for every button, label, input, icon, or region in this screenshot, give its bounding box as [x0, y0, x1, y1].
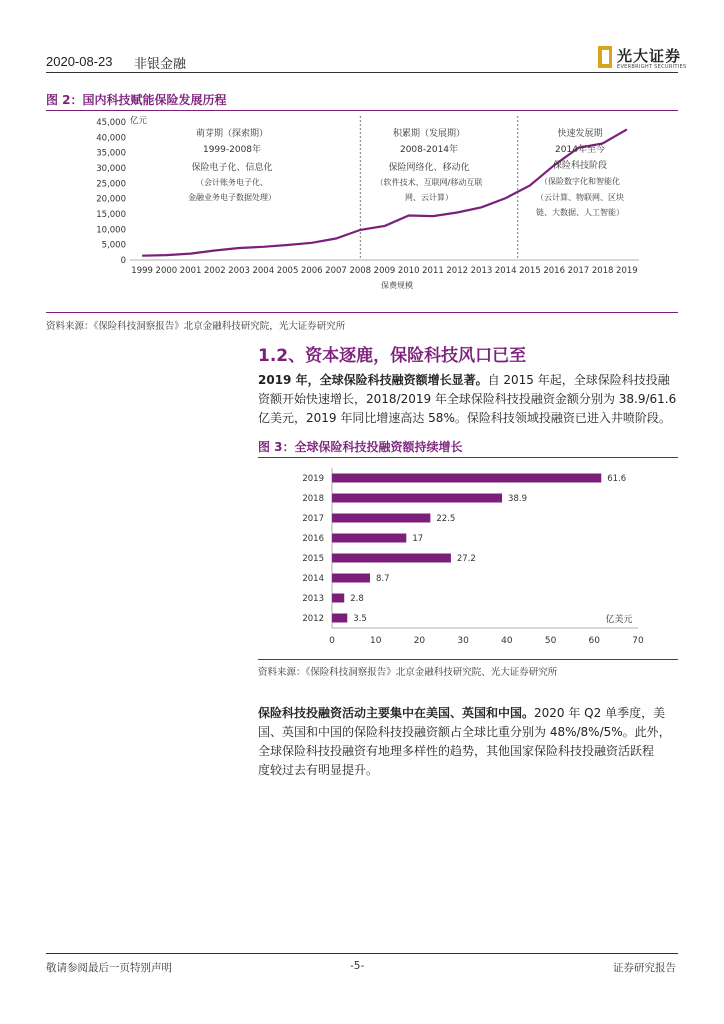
phase3-note2: （云计算、物联网、区块 — [536, 193, 624, 202]
section-paragraph-1 — [258, 371, 678, 428]
bar-2014 — [332, 574, 370, 583]
paragraph2-line1: 2020 年 Q2 单季度，美 — [534, 706, 666, 720]
category-label: 2013 — [302, 594, 324, 604]
paragraph2-line4: 度较过去有明显提升。 — [258, 763, 379, 777]
x-tick-label: 2016 — [543, 266, 565, 276]
x-tick-label: 2007 — [325, 266, 347, 276]
x-tick-label: 2000 — [155, 266, 178, 276]
figure2-x-label: 保费规模 — [381, 281, 413, 290]
figure3-unit: 亿美元 — [605, 615, 633, 625]
category-label: 2018 — [302, 494, 324, 504]
figure3-title: 图 3：全球保险科技投融资额持续增长 — [258, 440, 463, 454]
x-tick-label: 2004 — [252, 266, 275, 276]
bar-2016 — [332, 534, 406, 543]
figure3-bar-chart — [258, 462, 678, 652]
x-tick-label: 2006 — [300, 266, 323, 276]
phase3-note3: 链、大数据、人工智能） — [536, 208, 624, 217]
figure2-line-chart — [46, 112, 678, 302]
x-tick-label: 2011 — [422, 266, 444, 276]
category-label: 2019 — [302, 474, 324, 484]
x-tick-label: 10 — [369, 636, 382, 646]
value-label: 3.5 — [353, 614, 367, 624]
category-label: 2014 — [302, 574, 324, 584]
value-label: 61.6 — [607, 474, 627, 484]
report-category: 非银金融 — [134, 57, 187, 72]
paragraph2-line3: 全球保险科技投融资有地理多样性的趋势，其他国家保险科技投融资活跃程 — [258, 744, 655, 758]
paragraph1-line3: 亿美元，2019 年同比增速高达 58%。保险科技领域投融资已进入井喷阶段。 — [258, 411, 671, 425]
y-tick-label: 35,000 — [96, 148, 126, 159]
bar-2013 — [332, 594, 344, 603]
figure3-bottom-rule — [258, 659, 678, 660]
y-tick-label: 10,000 — [96, 225, 126, 236]
phase1-desc: 保险电子化、信息化 — [191, 163, 273, 173]
phase1-name: 萌芽期（探索期） — [195, 129, 269, 139]
value-label: 22.5 — [436, 514, 456, 524]
category-label: 2016 — [302, 534, 324, 544]
figure2-title: 图 2：国内科技赋能保险发展历程 — [46, 93, 227, 107]
header-divider — [46, 72, 678, 73]
x-tick-label: 0 — [329, 636, 335, 646]
logo-name-en: EVERBRIGHT SECURITIES — [617, 64, 687, 70]
x-tick-label: 2018 — [591, 266, 614, 276]
figure2-title-rule — [46, 110, 678, 111]
x-tick-label: 2014 — [494, 266, 517, 276]
x-tick-label: 2005 — [276, 266, 299, 276]
figure3-source: 资料来源：《保险科技洞察报告》北京金融科技研究院、光大证券研究所 — [258, 667, 558, 678]
phase3-note1: （保险数字化和智能化 — [540, 177, 620, 186]
x-tick-label: 2012 — [446, 266, 469, 276]
paragraph1-line2: 资额开始快速增长，2018/2019 年全球保险科技投融资金额分别为 38.9/61.6 — [258, 392, 677, 406]
y-tick-label: 15,000 — [96, 210, 126, 220]
value-label: 2.8 — [350, 594, 364, 604]
x-tick-label: 70 — [632, 636, 644, 646]
x-tick-label: 2017 — [567, 266, 590, 276]
x-tick-label: 1999 — [131, 266, 153, 276]
logo-mark-icon — [598, 46, 612, 68]
y-tick-label: 20,000 — [96, 194, 126, 205]
figure2-y-unit: 亿元 — [130, 116, 148, 126]
x-tick-label: 2002 — [204, 266, 226, 276]
bar-2015 — [332, 554, 451, 563]
y-tick-label: 30,000 — [96, 164, 126, 174]
x-tick-label: 2008 — [349, 266, 372, 276]
x-tick-label: 30 — [457, 636, 469, 646]
paragraph2-line2: 国、英国和中国的保险科技投融资额占全球比重分别为 48%/8%/5%。此外， — [258, 725, 671, 739]
phase3-years: 2014年至今 — [555, 145, 605, 155]
paragraph1-lead: 2019 年，全球保险科技融资额增长显著。 — [258, 373, 488, 387]
company-logo — [598, 46, 687, 72]
phase2-desc: 保险网络化、移动化 — [388, 163, 470, 173]
value-label: 27.2 — [456, 554, 476, 564]
logo-name: 光大证券 — [617, 47, 682, 65]
paragraph2-lead: 保险科技投融资活动主要集中在美国、英国和中国。 — [258, 706, 535, 720]
section-paragraph-2 — [258, 704, 678, 780]
phase2-name: 积累期（发展期） — [392, 129, 466, 139]
category-label: 2015 — [302, 554, 324, 564]
y-tick-label: 40,000 — [96, 133, 126, 144]
y-tick-label: 0 — [120, 256, 126, 266]
phase3-name: 快速发展期 — [557, 129, 603, 139]
value-label: 8.7 — [376, 574, 390, 584]
x-tick-label: 2009 — [373, 266, 396, 276]
value-label: 38.9 — [508, 494, 527, 504]
x-tick-label: 2010 — [397, 266, 420, 276]
phase1-note2: 金融业务电子数据处理） — [188, 193, 276, 202]
footer-disclaimer: 敬请参阅最后一页特别声明 — [46, 962, 172, 974]
y-tick-label: 5,000 — [101, 240, 126, 251]
phase3-desc: 保险科技阶段 — [552, 161, 608, 171]
x-tick-label: 50 — [544, 636, 557, 646]
x-tick-label: 2013 — [470, 266, 493, 276]
figure2-source: 资料来源：《保险科技洞察报告》北京金融科技研究院，光大证券研究所 — [46, 321, 346, 332]
paragraph1-line1: 自 2015 年起，全球保险科技投融 — [487, 373, 670, 387]
phase1-note1: （会计账务电子化、 — [196, 178, 268, 187]
bar-2012 — [332, 614, 347, 623]
phase2-note2: 网、云计算） — [405, 193, 453, 202]
value-label: 17 — [412, 534, 424, 544]
bar-2017 — [332, 514, 430, 523]
y-tick-label: 45,000 — [96, 118, 126, 128]
category-label: 2012 — [302, 614, 324, 624]
phase2-years: 2008-2014年 — [399, 145, 459, 155]
footer-divider — [46, 953, 678, 954]
y-tick-label: 25,000 — [96, 179, 126, 190]
figure2-bottom-rule — [46, 312, 678, 313]
x-tick-label: 20 — [413, 636, 426, 646]
phase2-note1: （软件技术、互联网/移动互联 — [375, 178, 483, 187]
footer-page-number: -5- — [350, 960, 365, 972]
footer-report-type: 证券研究报告 — [613, 962, 676, 974]
section-title: 1.2、资本逐鹿，保险科技风口已至 — [258, 346, 527, 366]
bar-2019 — [332, 474, 601, 483]
report-date: 2020-08-23 — [46, 54, 113, 69]
x-tick-label: 40 — [501, 636, 513, 646]
x-tick-label: 2003 — [228, 266, 250, 276]
x-tick-label: 2019 — [616, 266, 638, 276]
x-tick-label: 60 — [588, 636, 601, 646]
bar-2018 — [332, 494, 502, 503]
category-label: 2017 — [302, 514, 324, 524]
figure3-title-rule — [258, 457, 678, 458]
phase1-years: 1999-2008年 — [202, 145, 262, 155]
x-tick-label: 2015 — [519, 266, 541, 276]
x-tick-label: 2001 — [179, 266, 202, 276]
